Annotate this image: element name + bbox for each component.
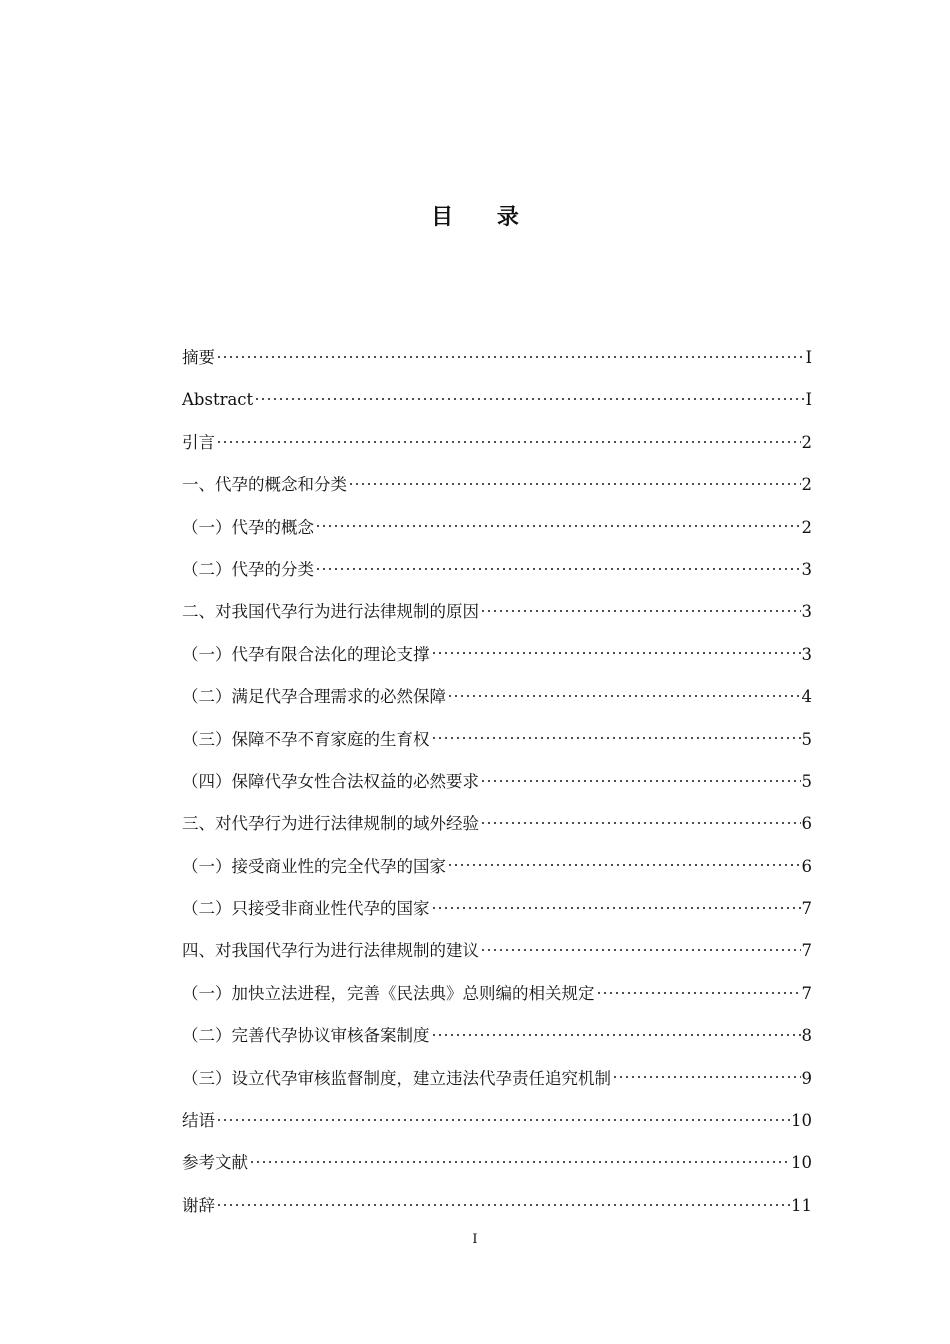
- toc-entry-label: 一、代孕的概念和分类: [182, 475, 347, 495]
- toc-entry[interactable]: [182, 761, 812, 803]
- dot-leader: [431, 730, 801, 747]
- toc-entry[interactable]: [182, 422, 812, 464]
- toc-entry-page: 5: [801, 771, 812, 791]
- toc-entry-page: 6: [801, 814, 812, 834]
- toc-entry-label: 引言: [182, 432, 215, 452]
- dot-leader: [480, 942, 801, 959]
- dot-leader: [612, 1069, 801, 1086]
- dot-leader: [447, 857, 801, 874]
- toc-entry-label: （二）代孕的分类: [182, 559, 314, 579]
- dot-leader: [431, 645, 801, 662]
- dot-leader: [596, 984, 801, 1001]
- toc-entry-page: 3: [801, 559, 812, 579]
- toc-entry-label: 三、对代孕行为进行法律规制的域外经验: [182, 814, 479, 834]
- dot-leader: [216, 433, 801, 450]
- toc-entry-page: 4: [801, 687, 812, 707]
- dot-leader: [315, 518, 801, 535]
- toc-entry[interactable]: [182, 337, 812, 379]
- toc-entry-page: 8: [801, 1026, 812, 1046]
- dot-leader: [216, 349, 804, 366]
- toc-entry-label: （二）满足代孕合理需求的必然保障: [182, 687, 446, 707]
- toc-entry-page: 6: [801, 856, 812, 876]
- toc-entry-label: （一）代孕的概念: [182, 517, 314, 537]
- toc-entry-label: 参考文献: [182, 1153, 248, 1173]
- toc-entry-page: 10: [791, 1153, 812, 1173]
- toc-entry-page: Ⅰ: [805, 348, 812, 367]
- toc-entry[interactable]: [182, 676, 812, 718]
- toc-entry-page: 7: [801, 899, 812, 919]
- toc-entry-label: 二、对我国代孕行为进行法律规制的原因: [182, 602, 479, 622]
- dot-leader: [348, 476, 801, 493]
- dot-leader: [249, 1154, 790, 1171]
- toc-entry[interactable]: [182, 1058, 812, 1100]
- dot-leader: [216, 1112, 790, 1129]
- toc-entry[interactable]: [182, 379, 812, 421]
- toc-entry[interactable]: [182, 1015, 812, 1057]
- toc-entry[interactable]: [182, 507, 812, 549]
- toc-entry[interactable]: [182, 888, 812, 930]
- dot-leader: [431, 900, 801, 917]
- toc-entry-label: 摘要: [182, 348, 215, 367]
- toc-entry[interactable]: [182, 1142, 812, 1184]
- toc-entry-page: 2: [801, 432, 812, 452]
- toc-entry-page: 10: [791, 1111, 812, 1131]
- toc-entry-page: 3: [801, 644, 812, 664]
- toc-entry-label: 谢辞: [182, 1195, 215, 1215]
- dot-leader: [480, 815, 801, 832]
- toc-entry[interactable]: [182, 973, 812, 1015]
- page-title: 目 录: [431, 205, 537, 230]
- toc-entry[interactable]: [182, 803, 812, 845]
- table-of-contents: [182, 337, 812, 1227]
- toc-entry-label: （二）只接受非商业性代孕的国家: [182, 899, 430, 919]
- toc-entry-label: （一）接受商业性的完全代孕的国家: [182, 856, 446, 876]
- toc-entry-page: 2: [801, 475, 812, 495]
- toc-entry-page: 7: [801, 983, 812, 1003]
- toc-entry-label: （二）完善代孕协议审核备案制度: [182, 1026, 430, 1046]
- dot-leader: [447, 688, 801, 705]
- toc-entry-page: 2: [801, 517, 812, 537]
- toc-entry-page: 11: [791, 1195, 812, 1215]
- toc-entry[interactable]: [182, 634, 812, 676]
- toc-entry-label: （三）保障不孕不育家庭的生育权: [182, 729, 430, 749]
- toc-entry[interactable]: [182, 591, 812, 633]
- toc-entry-label: （三）设立代孕审核监督制度，建立违法代孕责任追究机制: [182, 1068, 611, 1088]
- dot-leader: [431, 1027, 801, 1044]
- toc-entry[interactable]: [182, 719, 812, 761]
- toc-entry[interactable]: [182, 549, 812, 591]
- toc-entry[interactable]: [182, 1100, 812, 1142]
- toc-entry-label: 四、对我国代孕行为进行法律规制的建议: [182, 941, 479, 961]
- toc-entry-label: 结语: [182, 1111, 215, 1131]
- toc-entry[interactable]: [182, 464, 812, 506]
- dot-leader: [254, 391, 804, 408]
- toc-entry-page: Ⅰ: [805, 390, 812, 410]
- toc-entry-label: （一）加快立法进程，完善《民法典》总则编的相关规定: [182, 983, 595, 1003]
- toc-entry-page: 3: [801, 602, 812, 622]
- toc-entry-page: 5: [801, 729, 812, 749]
- dot-leader: [315, 560, 801, 577]
- dot-leader: [480, 603, 801, 620]
- toc-entry-label: （一）代孕有限合法化的理论支撑: [182, 644, 430, 664]
- dot-leader: [216, 1196, 790, 1213]
- page-number-footer: I: [472, 1232, 478, 1247]
- toc-entry-page: 9: [801, 1068, 812, 1088]
- toc-entry-label: （四）保障代孕女性合法权益的必然要求: [182, 771, 479, 791]
- toc-entry-page: 7: [801, 941, 812, 961]
- toc-entry-label: Abstract: [182, 390, 254, 410]
- toc-entry[interactable]: [182, 846, 812, 888]
- dot-leader: [480, 772, 801, 789]
- toc-entry[interactable]: [182, 1185, 812, 1227]
- toc-entry[interactable]: [182, 930, 812, 972]
